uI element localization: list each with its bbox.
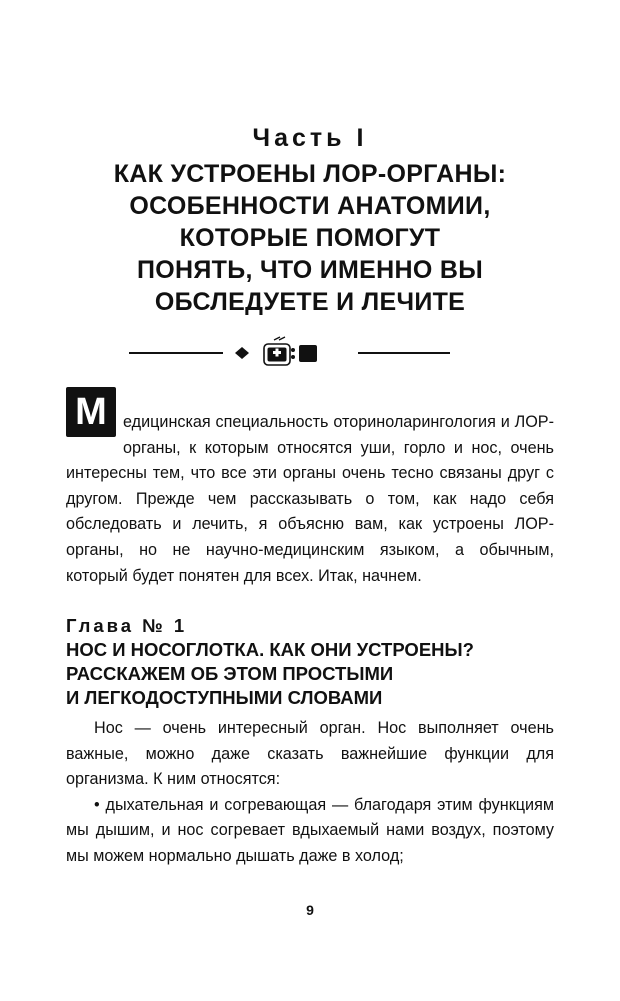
chapter-title-line: РАССКАЖЕМ ОБ ЭТОМ ПРОСТЫМИ	[66, 663, 394, 684]
part-label: Часть I	[252, 124, 368, 152]
divider-line-left	[129, 352, 223, 354]
decorative-divider	[0, 336, 620, 368]
part-title-line: КОТОРЫЕ ПОМОГУТ	[179, 224, 441, 252]
chapter-heading	[66, 614, 554, 710]
intro-paragraph: едицинская специальность оториноларингология и ЛОР-органы, к которым относятся уши, горло и нос, очень интересны тем, что все эти органы очень тесно связаны друг с другом. Прежде чем рассказывать о том, как надо себя обследовать и лечить, я объясню вам, как устроены ЛОР-органы, но не научно-медицинским языком, а обычным, который будет понятен для всех. Итак, начнем.	[66, 413, 554, 585]
chapter-title-line: И ЛЕГКОДОСТУПНЫМИ СЛОВАМИ	[66, 687, 383, 708]
part-title	[0, 158, 620, 318]
part-title-line: ОСОБЕННОСТИ АНАТОМИИ,	[129, 192, 491, 220]
divider-line-right	[358, 352, 450, 354]
chapter-title	[66, 638, 554, 710]
medical-kit-ornament-icon	[232, 336, 356, 368]
list-item: • дыхательная и согревающая — благодаря этим функциям мы дышим, и нос согревает вдыхаемый нами воздух, поэтому мы можем нормально дышать даже в холод;	[66, 795, 554, 865]
part-title-line: ПОНЯТЬ, ЧТО ИМЕННО ВЫ	[137, 256, 483, 284]
square-icon	[299, 345, 317, 362]
part-heading	[0, 120, 620, 318]
page-number: 9	[306, 902, 314, 918]
chapter-title-line: НОС И НОСОГЛОТКА. КАК ОНИ УСТРОЕНЫ?	[66, 639, 474, 660]
drop-cap: М	[66, 387, 116, 437]
first-aid-kit-icon	[264, 337, 295, 365]
diamond-icon	[235, 347, 249, 359]
chapter-paragraph: Нос — очень интересный орган. Нос выполняет очень важные, можно даже сказать важнейшие функции для организма. К ним относятся:	[66, 719, 554, 789]
intro-section	[66, 381, 554, 589]
chapter-label: Глава № 1	[66, 615, 188, 636]
part-title-line: ОБСЛЕДУЕТЕ И ЛЕЧИТЕ	[154, 288, 466, 316]
chapter-body	[66, 716, 554, 870]
part-title-line: КАК УСТРОЕНЫ ЛОР-ОРГАНЫ:	[113, 160, 507, 188]
